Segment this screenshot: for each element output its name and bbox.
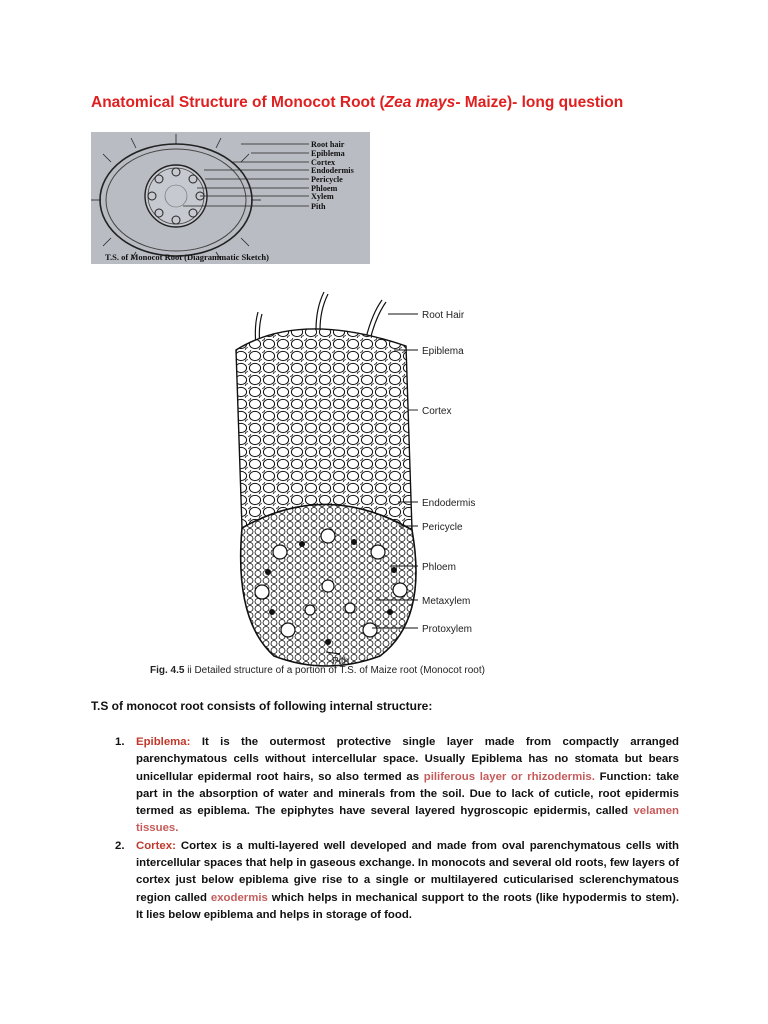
term-cortex: Cortex: bbox=[136, 839, 176, 852]
maize-root-section bbox=[150, 290, 570, 680]
diagrammatic-sketch-figure bbox=[91, 132, 370, 264]
highlight-exodermis: exodermis bbox=[210, 891, 268, 904]
highlight-piliferous: piliferous layer or rhizodermis. bbox=[423, 770, 595, 783]
fig2-label-root-hair: Root Hair bbox=[422, 310, 465, 321]
intro-text: T.S of monocot root consists of following internal structure: bbox=[91, 699, 433, 713]
list-item: 1. Epiblema: It is the outermost protective single layer made from compactly arranged parenchymatous cells without intercellular space. Usually Epiblema has no stomata but bears unicellular epidermal root hairs, so also termed as piliferous layer or rhizodermis. Function: take part in the absorption of water and minerals from the soil. Due to lack of cuticle, root epidermis termed as epiblema. The epiphytes have several layered hygroscopic epidermis, called velamen tissues. bbox=[115, 736, 679, 835]
detailed-structure-figure bbox=[150, 290, 570, 680]
fig2-label-endodermis: Endodermis bbox=[422, 498, 476, 509]
page-title: Anatomical Structure of Monocot Root (Zea mays- Maize)- long question bbox=[91, 94, 624, 111]
fig2-label-cortex: Cortex bbox=[422, 406, 452, 417]
fig1-label-phloem: Phloem bbox=[311, 184, 338, 193]
structure-list bbox=[91, 734, 679, 924]
fig2-label-pericycle: Pericycle bbox=[422, 522, 463, 533]
fig1-label-xylem: Xylem bbox=[311, 192, 334, 201]
fig1-label-pith: Pith bbox=[311, 202, 326, 211]
fig2-caption: Fig. 4.5 ii Detailed structure of a portion of T.S. of Maize root (Monocot root) bbox=[150, 665, 485, 676]
fig2-label-phloem: Phloem bbox=[422, 562, 456, 573]
fig1-label-epiblema: Epiblema bbox=[311, 149, 345, 158]
fig2-label-pith: Pith bbox=[332, 656, 350, 667]
term-epiblema: Epiblema: bbox=[136, 736, 191, 748]
fig2-label-metaxylem: Metaxylem bbox=[422, 596, 471, 607]
species-name: Zea mays bbox=[384, 94, 456, 111]
fig1-label-endodermis: Endodermis bbox=[311, 166, 354, 175]
fig2-label-epiblema: Epiblema bbox=[422, 346, 464, 357]
list-item: 2. Cortex: Cortex is a multi-layered well developed and made from oval parenchymatous cells with intercellular spaces that help in gaseous exchange. In monocots and several old roots, few layers of cortex just below epiblema give rise to a single or multilayered cuticularised sclerenchymatous region called exodermis which helps in mechanical support to the roots (like hypodermis to stem). It lies below epiblema and helps in storage of food. bbox=[115, 839, 679, 921]
monocot-root-diagram bbox=[91, 132, 370, 264]
fig1-label-root-hair: Root hair bbox=[311, 140, 345, 149]
fig1-label-cortex: Cortex bbox=[311, 158, 336, 167]
fig1-label-pericycle: Pericycle bbox=[311, 175, 343, 184]
fig1-caption: T.S. of Monocot Root (Diagrammatic Sketch) bbox=[105, 252, 269, 262]
fig2-label-protoxylem: Protoxylem bbox=[422, 624, 473, 635]
highlight-velamen: velamen tissues. bbox=[136, 805, 679, 835]
